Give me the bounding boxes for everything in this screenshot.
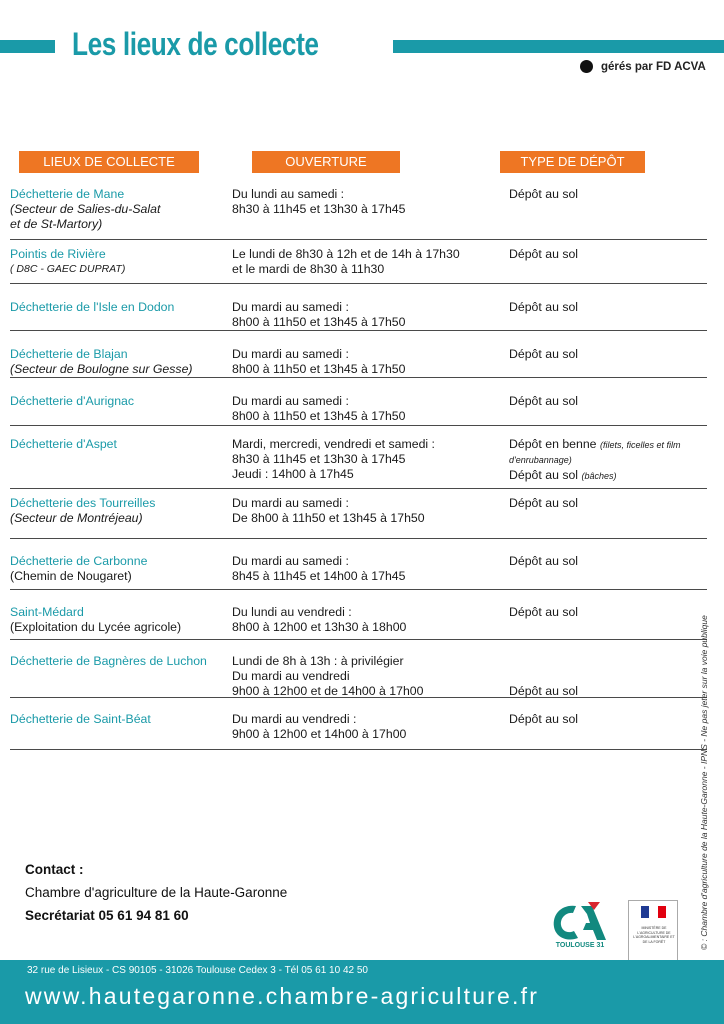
hours-line: Du mardi au samedi : [232,394,349,408]
place-name: Déchetterie de Blajan [10,347,128,361]
footer-address: 32 rue de Lisieux - CS 90105 - 31026 Toulouse Cedex 3 - Tél 05 61 10 42 50 [27,965,368,976]
table-row [10,590,707,640]
deposit-type: Dépôt au sol [509,496,579,510]
hours-line: Du mardi au samedi : [232,347,349,361]
hours-line: 8h00 à 11h50 et 13h45 à 17h50 [232,409,406,423]
deposit-type-main: Dépôt en benne [509,437,597,451]
deposit-type: Dépôt au sol [509,187,579,201]
table-row [10,698,707,750]
hours-line: 8h45 à 11h45 et 14h00 à 17h45 [232,569,406,583]
deposit-type [509,437,707,453]
table-row [10,640,707,698]
place-name: Pointis de Rivière [10,247,106,261]
deposit-type: Dépôt au sol [509,347,579,361]
hours-line: 8h00 à 12h00 et 13h30 à 18h00 [232,620,407,634]
header-type: TYPE DE DÉPÔT [500,151,645,173]
deposit-type: Dépôt au sol [509,554,579,568]
deposit-note: (bâches) [581,471,617,481]
table-row [10,378,707,426]
hours-line: Du mardi au samedi : [232,496,349,510]
deposit-type: Dépôt au sol [509,712,579,726]
hours-line: Jeudi : 14h00 à 17h45 [232,467,354,481]
deposit-type: Dépôt au sol [509,394,579,408]
hours-line: 9h00 à 12h00 et de 14h00 à 17h00 [232,684,424,698]
place-name: Déchetterie d'Aurignac [10,394,135,408]
place-name: Déchetterie de Saint-Béat [10,712,151,726]
deposit-type: Dépôt au sol [509,684,579,698]
place-sub: (Chemin de Nougaret) [10,569,132,583]
place-name: Déchetterie des Tourreilles [10,496,156,510]
title-bar-right [393,40,724,53]
table-row [10,331,707,378]
hours-line: 8h30 à 11h45 et 13h30 à 17h45 [232,202,406,216]
hours-line: Mardi, mercredi, vendredi et samedi : [232,437,435,451]
header-ouverture: OUVERTURE [252,151,400,173]
contact-org: Chambre d'agriculture de la Haute-Garonne [25,885,288,900]
place-sub: (Secteur de Boulogne sur Gesse) [10,362,193,376]
ca-logo-text: TOULOUSE 31 [555,942,605,949]
hours-line: et le mardi de 8h30 à 11h30 [232,262,385,276]
deposit-note: d'enrubannage) [509,455,572,465]
hours-line: De 8h00 à 11h50 et 13h45 à 17h50 [232,511,425,525]
hours-line: Lundi de 8h à 13h : à privilégier [232,654,404,668]
table-row [10,489,707,539]
contact-phone: Secrétariat 05 61 94 81 60 [25,908,189,923]
deposit-type-main: Dépôt au sol [509,468,579,482]
hours-line: Du lundi au vendredi : [232,605,352,619]
hours-line: Du lundi au samedi : [232,187,345,201]
bullet-dot-icon [580,60,593,73]
ministry-logo-text: MINISTÈRE DE L'AGRICULTURE DE L'AGROALIMENTAIRE ET DE LA FORÊT [633,926,675,944]
french-flag-icon [641,906,666,918]
title-bar-left [0,40,55,53]
deposit-note: (filets, ficelles et film [599,440,681,450]
hours-line: Du mardi au vendredi [232,669,350,683]
contact-block [25,858,287,927]
place-sub: (Exploitation du Lycée agricole) [10,620,182,634]
table-row [10,180,707,240]
header-lieux: LIEUX DE COLLECTE [19,151,199,173]
hours-line: 8h00 à 11h50 et 13h45 à 17h50 [232,315,406,329]
hours-line: Du mardi au samedi : [232,300,349,314]
hours-line: 8h00 à 11h50 et 13h45 à 17h50 [232,362,406,376]
table-row [10,240,707,284]
hours-line: Le lundi de 8h30 à 12h et de 14h à 17h30 [232,247,460,261]
hours-line: Du mardi au samedi : [232,554,349,568]
place-name: Déchetterie de Carbonne [10,554,148,568]
hours-line: 9h00 à 12h00 et 14h00 à 17h00 [232,727,407,741]
collection-table [10,180,707,750]
place-sub: (Secteur de Salies-du-Salat [10,202,161,216]
contact-label: Contact : [25,862,84,877]
page-title: Les lieux de collecte [72,26,319,62]
side-copyright-note: © : Chambre d'agriculture de la Haute-Garonne - IPNS - Ne pas jeter sur la voie publique [699,615,709,950]
table-row [10,426,707,489]
table-row [10,284,707,331]
hours-line: 8h30 à 11h45 et 13h30 à 17h45 [232,452,406,466]
legend-text: gérés par FD ACVA [601,60,706,73]
table-row [10,539,707,590]
footer-website-link[interactable]: www.hautegaronne.chambre-agriculture.fr [25,983,540,1009]
place-sub: (Secteur de Montréjeau) [10,511,143,525]
place-name: Déchetterie de l'Isle en Dodon [10,300,175,314]
deposit-type: Dépôt au sol [509,605,579,619]
deposit-type: Dépôt au sol [509,247,579,261]
place-name: Déchetterie de Bagnères de Luchon [10,654,207,668]
deposit-type: Dépôt au sol [509,300,579,314]
place-name: Déchetterie de Mane [10,187,125,201]
place-name: Déchetterie d'Aspet [10,437,117,451]
place-sub: et de St-Martory) [10,217,103,231]
hours-line: Du mardi au vendredi : [232,712,357,726]
place-name: Saint-Médard [10,605,84,619]
deposit-type [509,468,707,484]
legend [580,60,706,73]
place-sub: ( D8C - GAEC DUPRAT) [10,263,126,275]
